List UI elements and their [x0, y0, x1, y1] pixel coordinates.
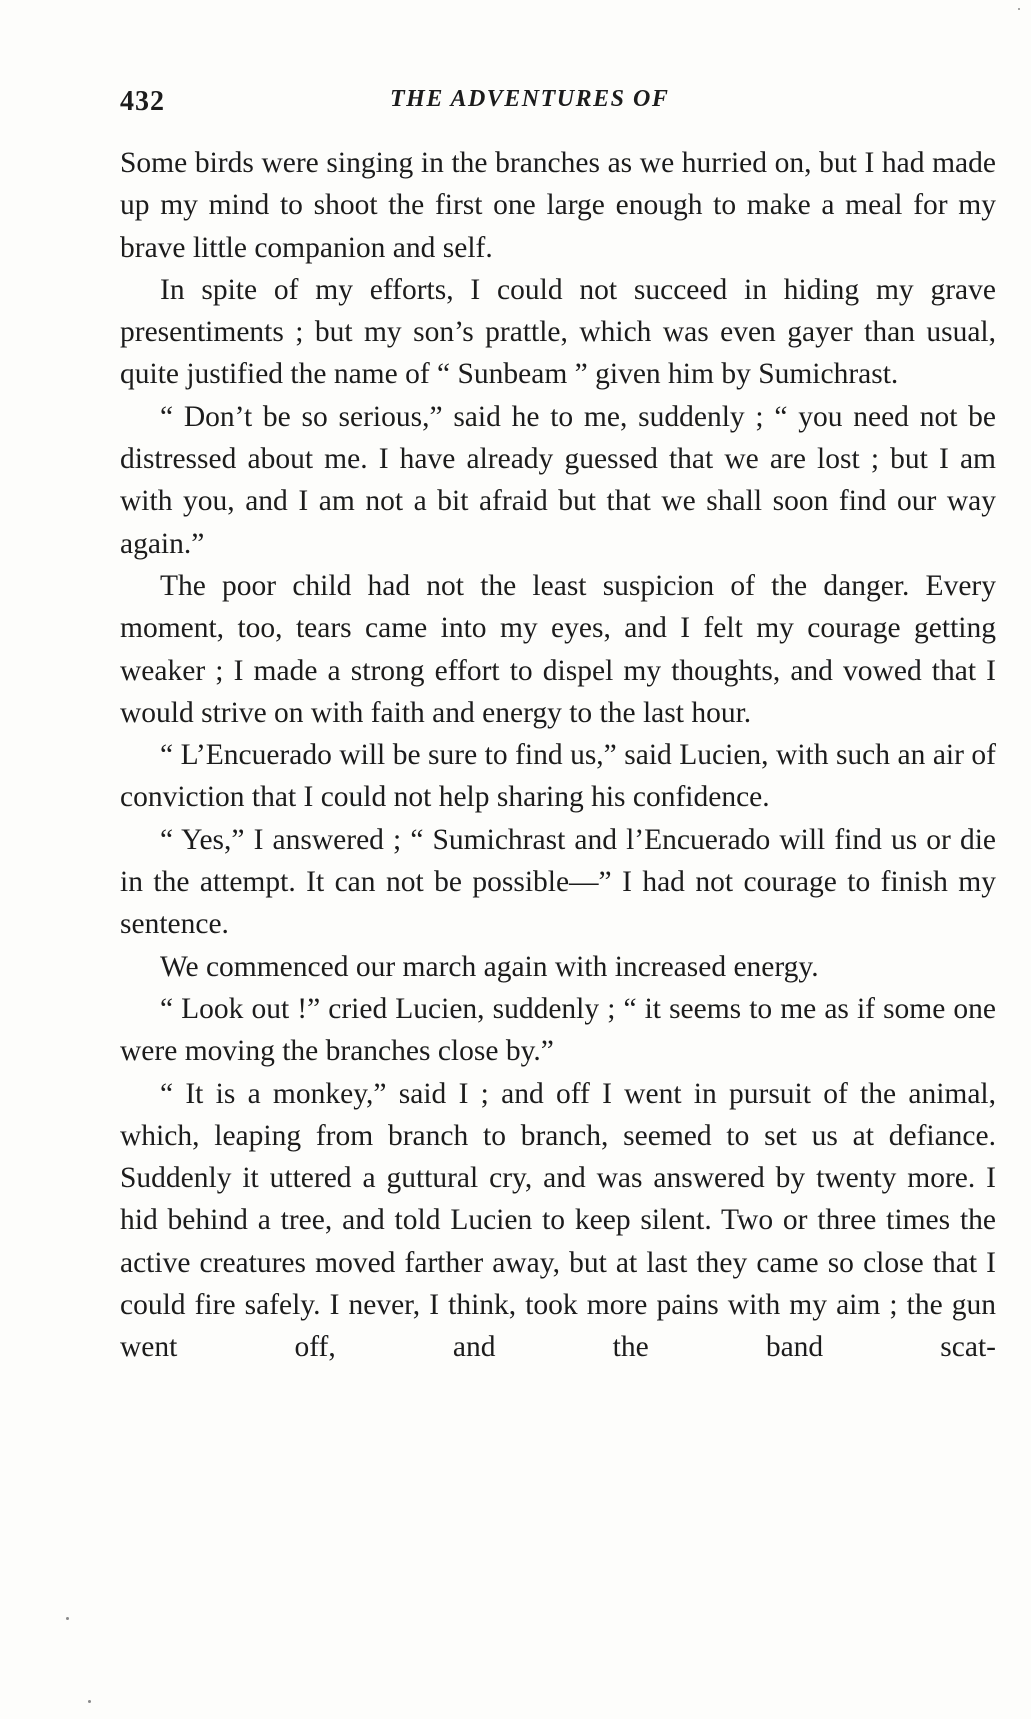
paper-speck	[66, 1617, 69, 1620]
paragraph: In spite of my efforts, I could not succeed in hiding my grave presentiments ; but my son’s prattle, which was even gayer than usual, quite justified the name of “ Sunbeam ” given him by Sumichrast.	[120, 273, 996, 391]
paragraph: “ Don’t be so serious,” said he to me, suddenly ; “ you need not be distressed about me. I have already guessed that we are lost ; but I am with you, and I am not a bit afraid but that we shall soon find our way again.”	[120, 400, 996, 560]
paragraph: “ L’Encuerado will be sure to find us,” said Lucien, with such an air of conviction that I could not help sharing his confidence.	[120, 739, 996, 814]
page-number: 432	[120, 86, 165, 117]
paper-speck	[1018, 8, 1020, 10]
paragraph: Some birds were singing in the branches as we hurried on, but I had made up my mind to shoot the first one large enough to make a meal for my brave little companion and self.	[120, 147, 996, 264]
body-text	[120, 142, 996, 1369]
paper-speck	[88, 1700, 91, 1703]
paragraph: “ Look out !” cried Lucien, suddenly ; “ it seems to me as if some one were moving the branches close by.”	[120, 992, 996, 1068]
paragraph: We commenced our march again with increased energy.	[160, 950, 819, 983]
paragraph: “ It is a monkey,” said I ; and off I went in pursuit of the animal, which, leaping from branch to branch, seemed to set us at defiance. Suddenly it uttered a guttural cry, and was answered by twenty more. I hid behind a tree, and told Lucien to keep silent. Two or three times the active creatures moved farther away, but at last they came so close that I could fire safely. I never, I think, took more pains with my aim ; the gun went off, and the band scat-	[120, 1077, 996, 1364]
paragraph: The poor child had not the least suspicion of the danger. Every moment, too, tears came into my eyes, and I felt my courage getting weaker ; I made a strong effort to dispel my thoughts, and vowed that I would strive on with faith and energy to the last hour.	[120, 569, 996, 729]
paragraph: “ Yes,” I answered ; “ Sumichrast and l’Encuerado will find us or die in the attempt. It can not be possible—” I had not courage to finish my sentence.	[120, 823, 996, 941]
running-title: THE ADVENTURES OF	[390, 86, 670, 112]
page-header	[120, 86, 1000, 126]
